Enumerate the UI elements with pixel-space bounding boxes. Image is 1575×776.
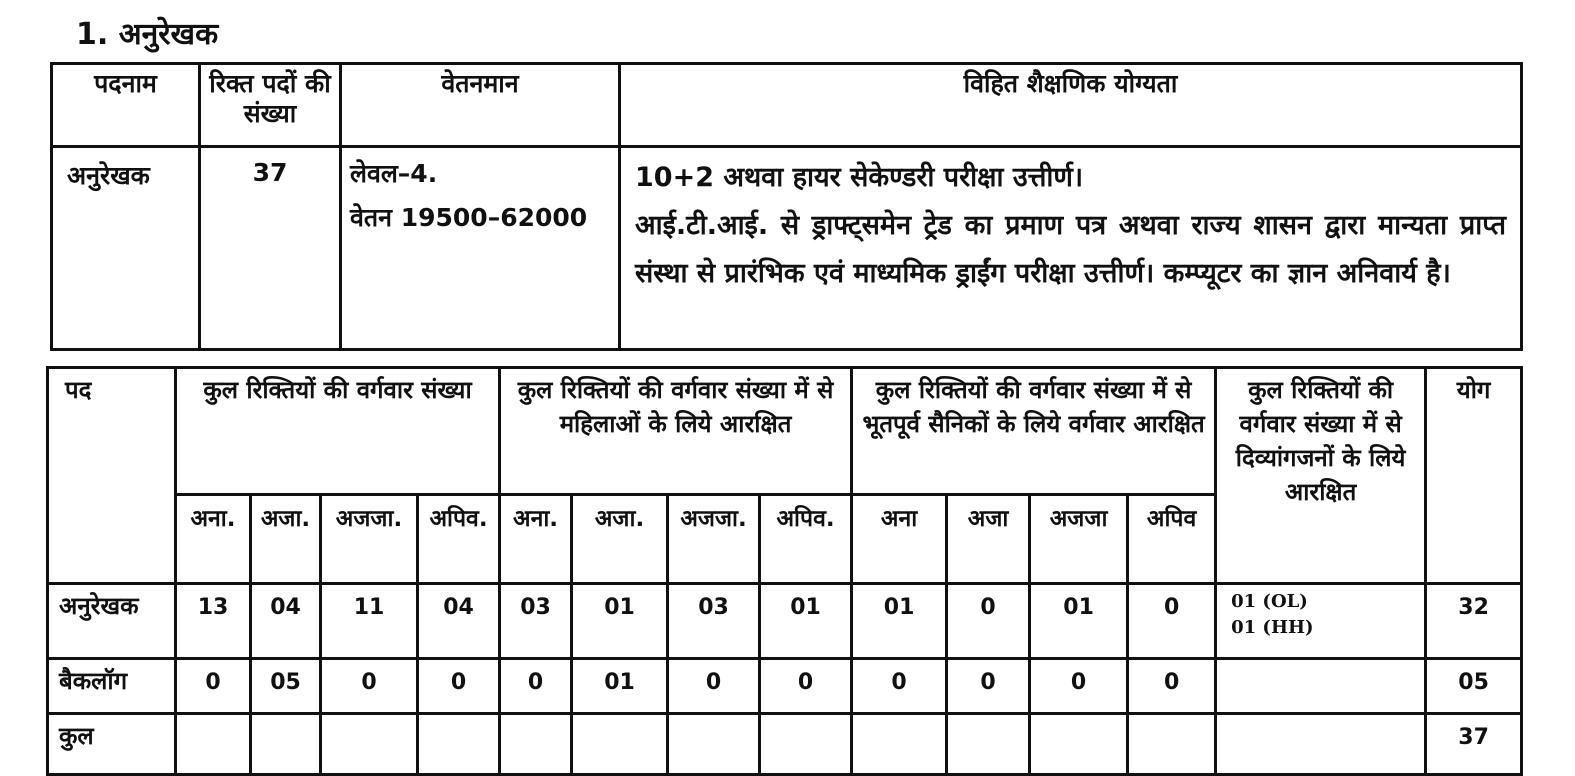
post-details-row [52,147,1522,350]
sub-header-ur: अना. [500,495,572,584]
value-cell: 0 [500,659,572,714]
value-cell: 0 [760,659,852,714]
disabled-reserved-cell [1216,584,1426,659]
post-details-header-row [52,64,1522,147]
category-wise-vacancy-table [46,366,1523,776]
row-label: अनुरेखक [48,584,176,659]
value-cell: 04 [418,584,500,659]
header-pay-scale: वेतनमान [341,64,620,147]
value-cell: 0 [418,659,500,714]
value-cell [418,714,500,775]
sub-header-sc: अजा [947,495,1030,584]
value-cell: 03 [668,584,760,659]
value-cell: 0 [1128,584,1216,659]
sub-header-st: अजजा [1030,495,1128,584]
sub-header-sc: अजा. [251,495,321,584]
header-post: पद [48,368,176,584]
value-cell [852,714,947,775]
value-cell: 01 [572,584,668,659]
value-cell: 05 [251,659,321,714]
sub-header-obc: अपिव. [418,495,500,584]
header-total: योग [1426,368,1522,584]
qualification-cell [620,147,1522,350]
disabled-hh: 01 (HH) [1231,617,1314,638]
value-cell: 01 [572,659,668,714]
value-cell: 04 [251,584,321,659]
value-cell: 0 [1128,659,1216,714]
value-cell [321,714,418,775]
header-women-reserved: कुल रिक्तियों की वर्गवार संख्या में से महिलाओं के लिये आरक्षित [500,368,852,495]
header-post-name: पदनाम [52,64,200,147]
sub-header-ur: अना. [176,495,251,584]
disabled-reserved-cell [1216,714,1426,775]
value-cell [572,714,668,775]
row-total: 05 [1426,659,1522,714]
row-label: बैकलॉग [48,659,176,714]
sub-header-obc: अपिव. [760,495,852,584]
section-heading: 1. अनुरेखक [76,17,219,52]
qualification-line-2: आई.टी.आई. से ड्राफ्ट्समेन ट्रेड का प्रमाण पत्र अथवा राज्य शासन द्वारा मान्यता प्राप्त संस्था से प्रारंभिक एवं माध्यमिक ड्राईंग परीक्षा उत्तीर्ण। कम्प्यूटर का ज्ञान अनिवार्य है। [635,210,1506,289]
group-header-row [48,368,1522,495]
table-row [48,584,1522,659]
row-total: 37 [1426,714,1522,775]
qualification-line-1: 10+2 अथवा हायर सेकेण्डरी परीक्षा उत्तीर्ण। [635,162,1084,193]
sub-header-sc: अजा. [572,495,668,584]
pay-scale-cell [341,147,620,350]
value-cell [251,714,321,775]
value-cell: 0 [852,659,947,714]
header-total-category-wise: कुल रिक्तियों की वर्गवार संख्या [176,368,500,495]
value-cell: 0 [947,659,1030,714]
value-cell [1128,714,1216,775]
value-cell: 01 [852,584,947,659]
value-cell: 11 [321,584,418,659]
value-cell: 01 [1030,584,1128,659]
pay-range: वेतन 19500–62000 [350,203,588,232]
value-cell [176,714,251,775]
post-name-cell: अनुरेखक [52,147,200,350]
post-details-table [50,62,1523,351]
value-cell: 0 [176,659,251,714]
pay-level: लेवल–4. [350,159,438,188]
header-disabled-reserved: कुल रिक्तियों की वर्गवार संख्या में से दिव्यांगजनों के लिये आरक्षित [1216,368,1426,584]
value-cell [947,714,1030,775]
table-row [48,659,1522,714]
value-cell [668,714,760,775]
value-cell [760,714,852,775]
value-cell: 13 [176,584,251,659]
sub-header-st: अजजा. [668,495,760,584]
vacancy-count-cell: 37 [200,147,341,350]
value-cell: 03 [500,584,572,659]
sub-header-ur: अना [852,495,947,584]
header-ex-servicemen-reserved: कुल रिक्तियों की वर्गवार संख्या में से भूतपूर्व सैनिकों के लिये वर्गवार आरक्षित [852,368,1216,495]
header-vacancy-count: रिक्त पदों की संख्या [200,64,341,147]
table-row [48,714,1522,775]
value-cell: 0 [321,659,418,714]
row-label: कुल [48,714,176,775]
value-cell [500,714,572,775]
value-cell: 0 [668,659,760,714]
value-cell: 0 [1030,659,1128,714]
header-qualification: विहित शैक्षणिक योग्यता [620,64,1522,147]
disabled-ol: 01 (OL) [1231,591,1308,612]
row-total: 32 [1426,584,1522,659]
value-cell: 01 [760,584,852,659]
value-cell: 0 [947,584,1030,659]
value-cell [1030,714,1128,775]
sub-header-obc: अपिव [1128,495,1216,584]
sub-header-st: अजजा. [321,495,418,584]
disabled-reserved-cell [1216,659,1426,714]
